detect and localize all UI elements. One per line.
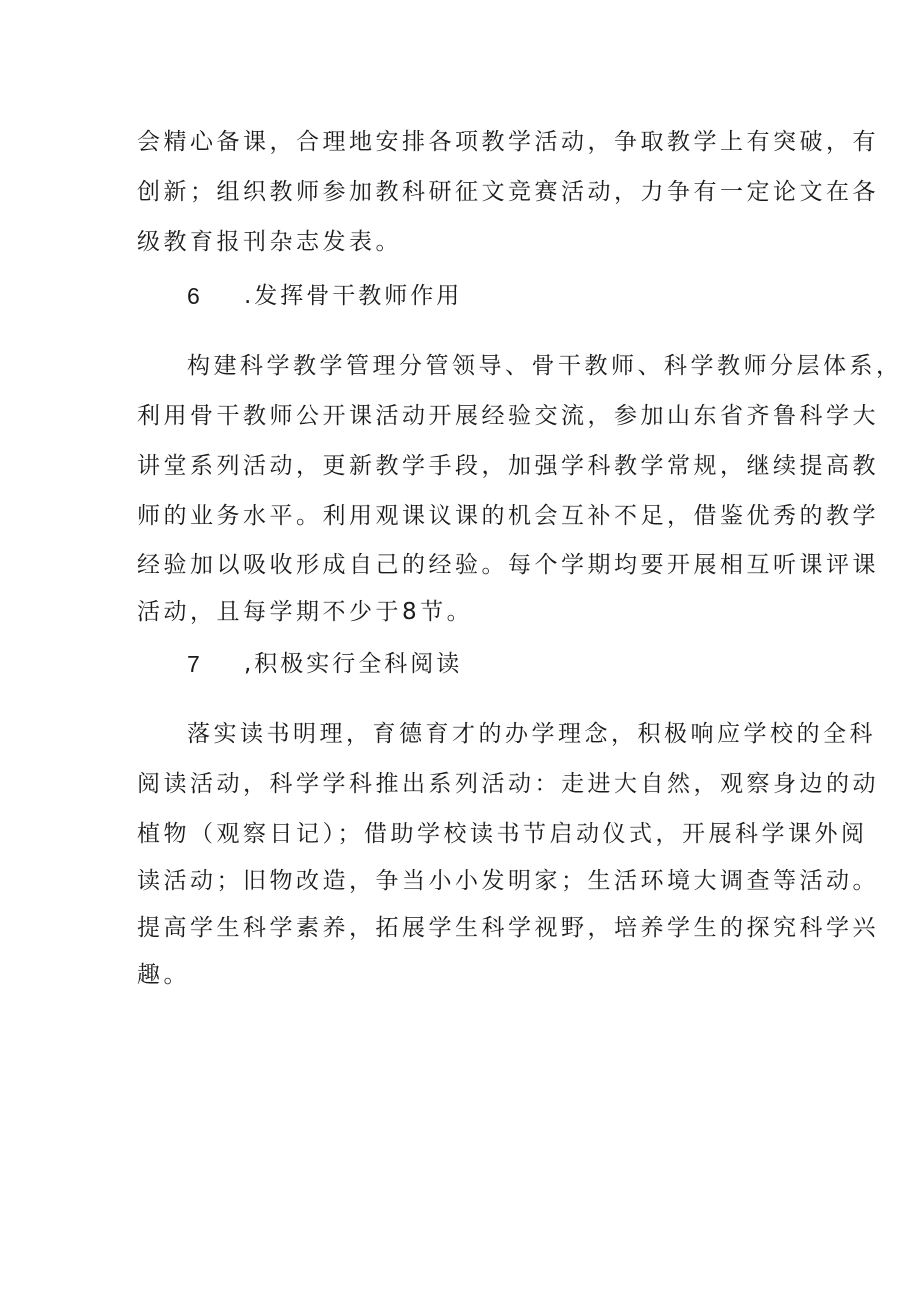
- paragraph-line: 植物（观察日记）；借助学校读书节启动仪式，开展科学课外阅: [137, 821, 868, 847]
- section-6-title: .发挥骨干教师作用: [244, 283, 463, 309]
- paragraph-line: 活动，且每学期不少于8节。: [137, 599, 474, 625]
- paragraph-line: 经验加以吸收形成自己的经验。每个学期均要开展相互听课评课: [137, 552, 879, 578]
- paragraph-line: 会精心备课，合理地安排各项教学活动，争取教学上有突破，有: [137, 129, 879, 155]
- paragraph-line: 利用骨干教师公开课活动开展经验交流，参加山东省齐鲁科学大: [137, 403, 879, 429]
- paragraph-line: 趣。: [137, 962, 190, 988]
- paragraph-line: 级教育报刊杂志发表。: [137, 229, 402, 255]
- paragraph-line: 阅读活动，科学学科推出系列活动：走进大自然，观察身边的动: [137, 771, 879, 797]
- paragraph-line: 师的业务水平。利用观课议课的机会互补不足，借鉴优秀的教学: [137, 503, 879, 529]
- section-6-number: 6: [187, 283, 200, 309]
- paragraph-line: 构建科学教学管理分管领导、骨干教师、科学教师分层体系，: [187, 353, 903, 379]
- paragraph-line: 讲堂系列活动，更新教学手段，加强学科教学常规，继续提高教: [137, 453, 879, 479]
- section-7-title: ,积极实行全科阅读: [244, 651, 463, 677]
- section-7-number: 7: [187, 651, 200, 677]
- paragraph-line: 读活动；旧物改造，争当小小发明家；生活环境大调查等活动。: [137, 868, 879, 894]
- paragraph-line: 创新；组织教师参加教科研征文竞赛活动，力争有一定论文在各: [137, 179, 879, 205]
- paragraph-line: 提高学生科学素养，拓展学生科学视野，培养学生的探究科学兴: [137, 915, 879, 941]
- paragraph-line: 落实读书明理，育德育才的办学理念，积极响应学校的全科: [187, 721, 876, 747]
